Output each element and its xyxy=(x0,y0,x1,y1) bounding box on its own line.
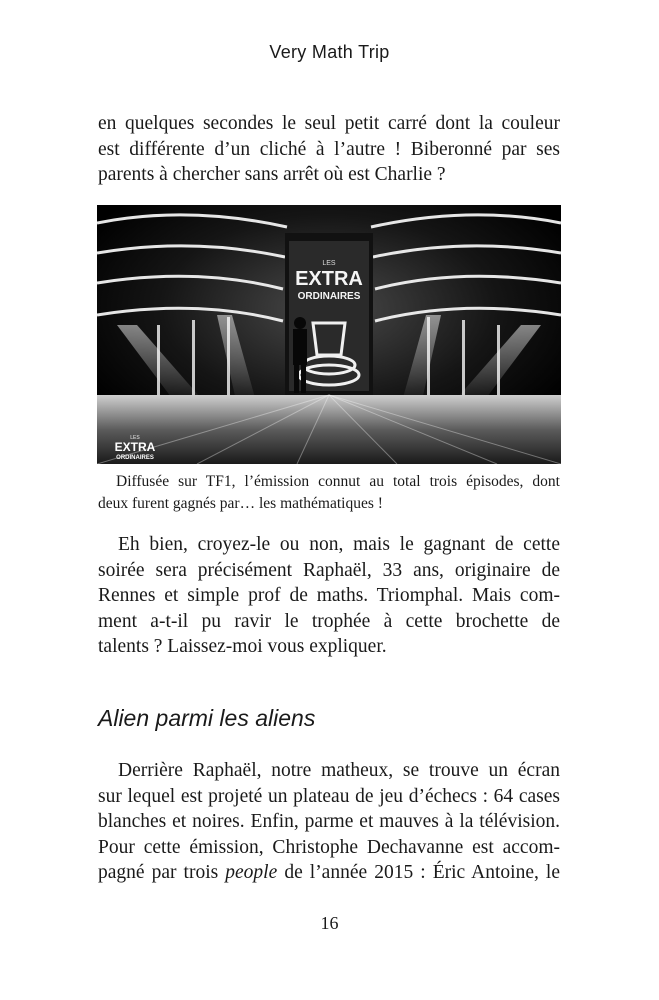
running-head: Very Math Trip xyxy=(269,42,390,62)
text-run: pagné par trois xyxy=(98,862,226,883)
paragraph-intro xyxy=(98,111,560,188)
watermark-text: LES xyxy=(130,435,140,441)
text-line xyxy=(98,860,560,886)
logo-text: EXTRA xyxy=(295,268,363,290)
text-line: ment a-t-il pu ravir le trophée à cette brochette de xyxy=(98,610,560,632)
text-line: talents ? Laissez-moi vous expliquer. xyxy=(98,636,387,657)
text-line: Eh bien, croyez-le ou non, mais le gagnant de cette xyxy=(118,534,560,555)
caption-line: deux furent gagnés par… les mathématiques ! xyxy=(98,495,383,512)
text-line: sur lequel est projeté un plateau de jeu d’échecs : 64 cases xyxy=(98,785,560,807)
text-run: de l’année 2015 : Éric Antoine, le xyxy=(277,862,560,883)
text-line: en quelques secondes le seul petit carré dont la couleur xyxy=(98,113,560,134)
page-number: 16 xyxy=(320,913,339,933)
text-line: Pour cette émission, Christophe Dechavanne est accom- xyxy=(98,836,560,858)
caption-line: Diffusée sur TF1, l’émission connut au total trois épisodes, dont xyxy=(116,473,560,490)
italic-word: people xyxy=(225,862,278,883)
text-line: Rennes et simple prof de maths. Triomphal. Mais com- xyxy=(98,585,560,606)
text-line: parents à chercher sans arrêt où est Charlie ? xyxy=(98,164,446,185)
paragraph-winner xyxy=(98,532,560,660)
text-line: Derrière Raphaël, notre matheux, se trouve un écran xyxy=(118,760,560,781)
watermark-text: EXTRA xyxy=(114,440,156,454)
watermark-text: ORDINAIRES xyxy=(116,455,154,461)
text-line: soirée sera précisément Raphaël, 33 ans, originaire de xyxy=(98,559,560,581)
logo-text: LES xyxy=(322,260,336,267)
text-line: blanches et noires. Enfin, parme et mauves à la télévision. xyxy=(98,811,560,832)
text-line: est différente d’un cliché à l’autre ! Biberonné par ses xyxy=(98,138,560,160)
section-heading: Alien parmi les aliens xyxy=(98,705,316,731)
logo-text: ORDINAIRES xyxy=(297,291,361,302)
paragraph-chessboard xyxy=(98,758,560,886)
tv-show-photo xyxy=(97,205,561,464)
figure-caption xyxy=(98,471,560,515)
